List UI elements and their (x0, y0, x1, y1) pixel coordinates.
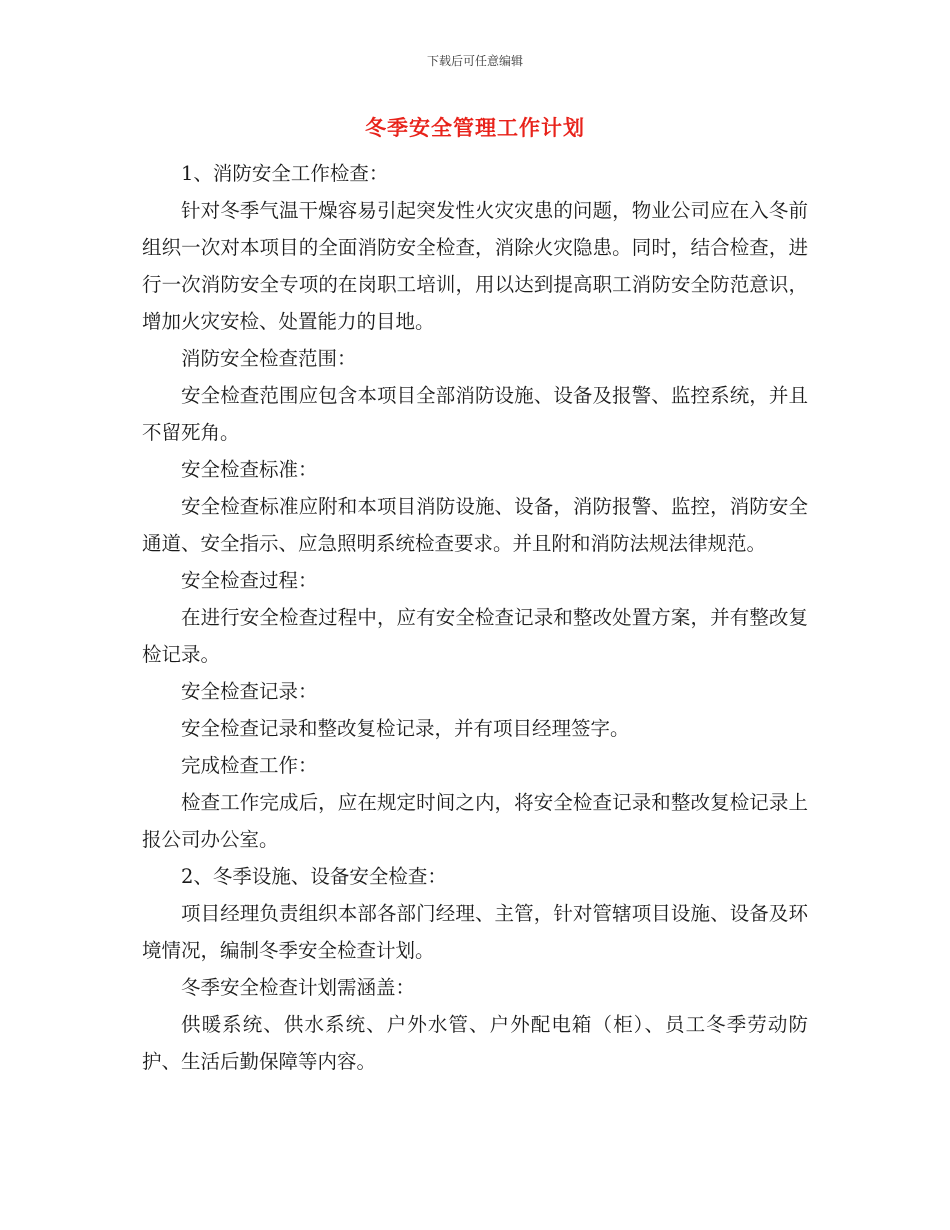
document-body (142, 155, 808, 1080)
subheading: 安全检查过程： (181, 569, 318, 592)
paragraph: 在进行安全检查过程中，应有安全检查记录和整改处置方案，并有整改复检记录。 (142, 606, 808, 666)
page-header-note: 下载后可任意编辑 (426, 54, 523, 68)
document-title: 冬季安全管理工作计划 (365, 116, 585, 140)
subheading: 安全检查记录： (181, 680, 318, 703)
section-heading-winter-facilities: 2、冬季设施、设备安全检查： (181, 865, 447, 888)
section-heading-fire-inspection: 1、消防安全工作检查： (181, 162, 389, 185)
paragraph: 项目经理负责组织本部各部门经理、主管，针对管辖项目设施、设备及环境情况，编制冬季安全检查计划。 (142, 902, 808, 962)
paragraph: 安全检查范围应包含本项目全部消防设施、设备及报警、监控系统，并且不留死角。 (142, 384, 808, 444)
paragraph: 安全检查标准应附和本项目消防设施、设备，消防报警、监控，消防安全通道、安全指示、应急照明系统检查要求。并且附和消防法规法律规范。 (142, 495, 808, 555)
paragraph: 供暖系统、供水系统、户外水管、户外配电箱（柜）、员工冬季劳动防护、生活后勤保障等内容。 (142, 1013, 808, 1073)
subheading: 冬季安全检查计划需涵盖： (181, 976, 416, 999)
paragraph: 针对冬季气温干燥容易引起突发性火灾灾患的问题，物业公司应在入冬前组织一次对本项目的全面消防安全检查，消除火灾隐患。同时，结合检查，进行一次消防安全专项的在岗职工培训，用以达到提高职工消防安全防范意识，增加火灾安检、处置能力的目地。 (142, 199, 808, 333)
subheading: 消防安全检查范围： (181, 347, 357, 370)
subheading: 安全检查标准： (181, 458, 318, 481)
paragraph: 安全检查记录和整改复检记录，并有项目经理签字。 (181, 717, 630, 740)
paragraph: 检查工作完成后，应在规定时间之内，将安全检查记录和整改复检记录上报公司办公室。 (142, 791, 808, 851)
subheading: 完成检查工作： (181, 754, 318, 777)
